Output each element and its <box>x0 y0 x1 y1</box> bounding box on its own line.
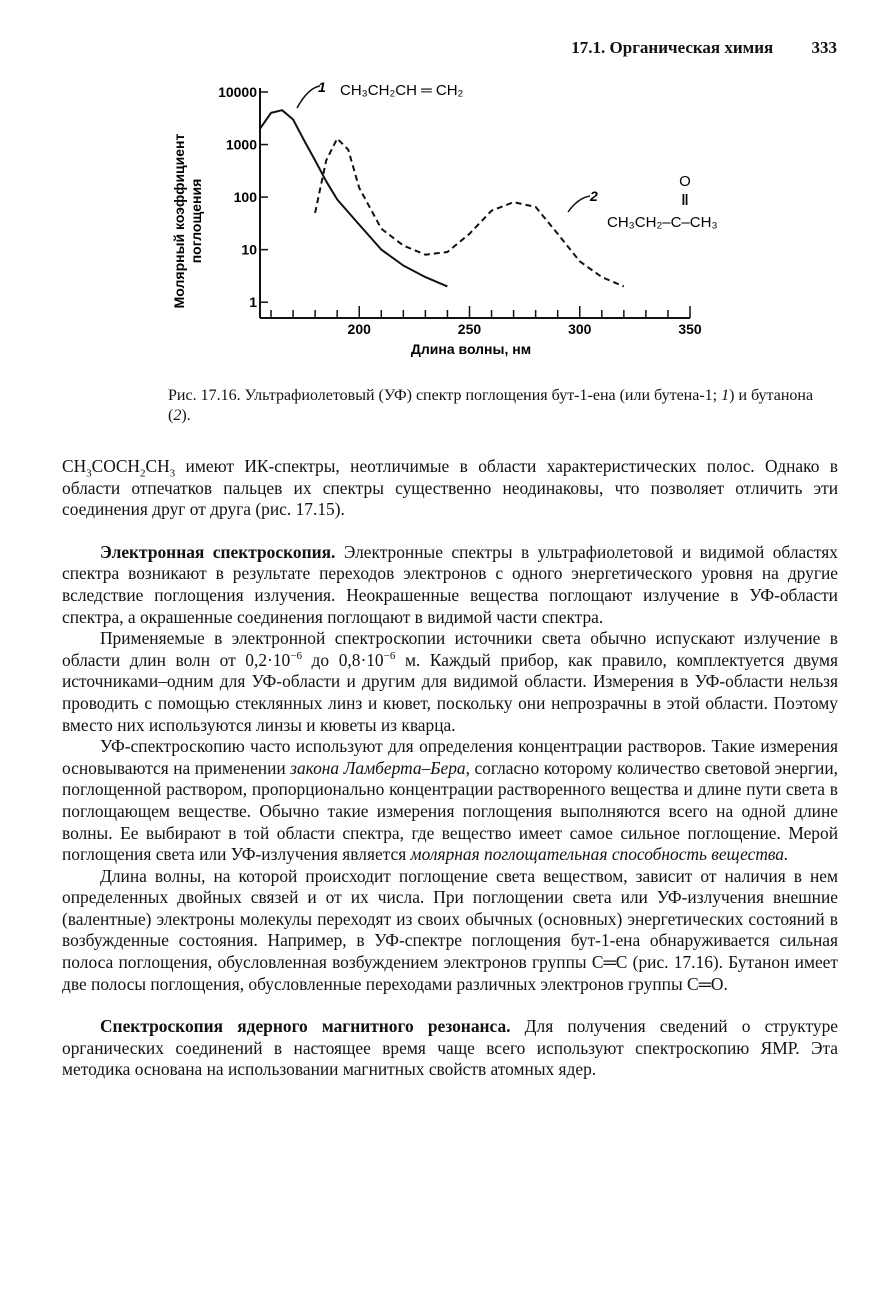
paragraph-4 <box>62 736 838 866</box>
series-1-leader <box>297 86 320 108</box>
formula-part: COCH <box>91 456 140 476</box>
y-tick-label: 10 <box>241 241 257 258</box>
chart-labels <box>171 79 718 357</box>
run-in-heading: Спектроскопия ядерного магнитного резонанса. <box>100 1016 511 1037</box>
series-2-number: 2 <box>590 188 598 204</box>
y-tick-label: 1 <box>249 294 257 311</box>
defined-term: молярная поглощательная способность вещества. <box>410 844 789 865</box>
paragraph-5 <box>62 866 838 996</box>
formula-sub: 2 <box>140 467 146 480</box>
paragraph-2 <box>62 542 838 628</box>
caption-lead: Рис. 17.16. <box>168 387 241 404</box>
paragraph-text: до 0,8·10 <box>301 649 384 670</box>
caption-num-1: 1 <box>721 387 730 404</box>
series-2-formula: CH₃CH₂–C–CH₃ <box>607 214 718 231</box>
exponent: −6 <box>290 649 302 662</box>
uv-spectrum-figure <box>150 70 730 370</box>
paragraph-text: имеют ИК-спектры, неотличимые в области характеристических полос. Однако в области отпечатков пальцев их спектры существенно неодинаковы, что позволяет отличить эти соединения друг от друга (рис. 17.15). <box>62 456 838 520</box>
y-tick-label: 1000 <box>225 136 257 153</box>
paragraph-3 <box>62 628 838 736</box>
page-number: 333 <box>811 38 837 57</box>
formula-sub: 3 <box>86 467 92 480</box>
x-axis-title: Длина волны, нм <box>410 341 532 357</box>
y-axis-title: Молярный коэффициентпоглощения <box>171 133 204 309</box>
x-tick-label: 350 <box>678 321 702 337</box>
series-1-line <box>260 110 447 286</box>
caption-text: Ультрафиолетовый (УФ) спектр поглощения бут-1-ена (или бутена-1; <box>240 387 722 404</box>
series-1-number: 1 <box>318 79 326 95</box>
caption-num-2: 2 <box>173 407 182 424</box>
chart-axes <box>260 88 690 318</box>
paragraph-text: согласно которому количество световой энергии, поглощенной раствором, пропорционально концентрации растворенного вещества и длине пути света в поглощающем веществе. Обычно такие измерения поглощения выполняются всего на одной длине волны. Ее выбирают в той области спектра, где вещество имеет самое сильное поглощение. Мерой поглощения света или УФ-излучения является <box>62 757 838 865</box>
run-in-heading: Электронная спектроскопия. <box>100 541 336 562</box>
series-2-line <box>315 139 624 287</box>
running-header <box>0 38 837 58</box>
caption-end: ). <box>181 407 191 424</box>
caption-mid: ) и бутанона ( <box>168 387 814 424</box>
x-tick-label: 250 <box>457 321 482 337</box>
formula-part: CH <box>145 456 170 476</box>
chart-ticks <box>218 84 702 337</box>
series-1-formula: CH₃CH₂CH ═ CH₂ <box>340 82 464 99</box>
y-tick-label: 100 <box>233 189 257 206</box>
y-tick-label: 10000 <box>218 84 257 100</box>
paragraph-text: Для получения сведений о структуре органических соединений в настоящее время чаще всего используют спектроскопию ЯМР. Эта методика основана на использовании магнитных свойств атомных ядер. <box>62 1016 838 1080</box>
body-text <box>62 456 838 1081</box>
chart-series <box>260 110 624 286</box>
law-term: закона Ламберта–Бера, <box>290 757 470 778</box>
paragraph-text: Электронные спектры в ультрафиолетовой и видимой областях спектра возникают в результате переходов электронов с одного энергетического уровня на другие вследствие поглощения излучения. Неокрашенные вещества поглощают излучение в УФ-области спектра, а окрашенные соединения поглощают в видимой части спектра. <box>62 541 838 627</box>
figure-caption <box>168 386 838 426</box>
series-2-leader <box>568 196 590 212</box>
series-2-oxygen: O <box>679 173 691 190</box>
paragraph-6 <box>62 1016 838 1081</box>
section-title: 17.1. Органическая химия <box>571 38 774 57</box>
paragraph-text: м. Каждый прибор, как правило, комплектуется двумя источниками–одним для УФ-области и другим для видимой области. Измерения в УФ-области нельзя проводить с помощью стеклянных линз и кювет, поскольку они непрозрачны в этой области. Поэтому вместо них используются линзы и кюветы из кварца. <box>62 649 838 735</box>
paragraph-text: Длина волны, на которой происходит поглощение света веществом, зависит от наличия в нем определенных двойных связей и от их числа. При поглощении света или УФ-излучения внешние (валентные) электроны молекулы переходят из своих обычных (основных) энергетических состояний в возбужденные состояния. Например, в УФ-спектре поглощения бут-1-ена обнаруживается сильная полоса поглощения, обусловленная возбуждением электронов группы C═C (рис. 17.16). Бутанон имеет две полосы поглощения, обусловленные переходами различных электронов группы C═O. <box>62 865 838 994</box>
uv-spectrum-chart <box>150 70 730 370</box>
paragraph-text: Применяемые в электронной спектроскопии источники света обычно испускают излучение в области длин волн от 0,2·10 <box>62 628 838 670</box>
x-tick-label: 300 <box>568 321 592 337</box>
x-tick-label: 200 <box>347 321 371 337</box>
paragraph-1 <box>62 456 838 521</box>
exponent: −6 <box>383 649 396 662</box>
formula-part: CH <box>62 456 87 476</box>
paragraph-text: УФ-спектроскопию часто используют для определения концентрации растворов. Такие измерения основываются на применении <box>62 736 838 778</box>
series-2-double-bond: ‖ <box>681 192 689 209</box>
formula-sub: 3 <box>169 467 176 480</box>
